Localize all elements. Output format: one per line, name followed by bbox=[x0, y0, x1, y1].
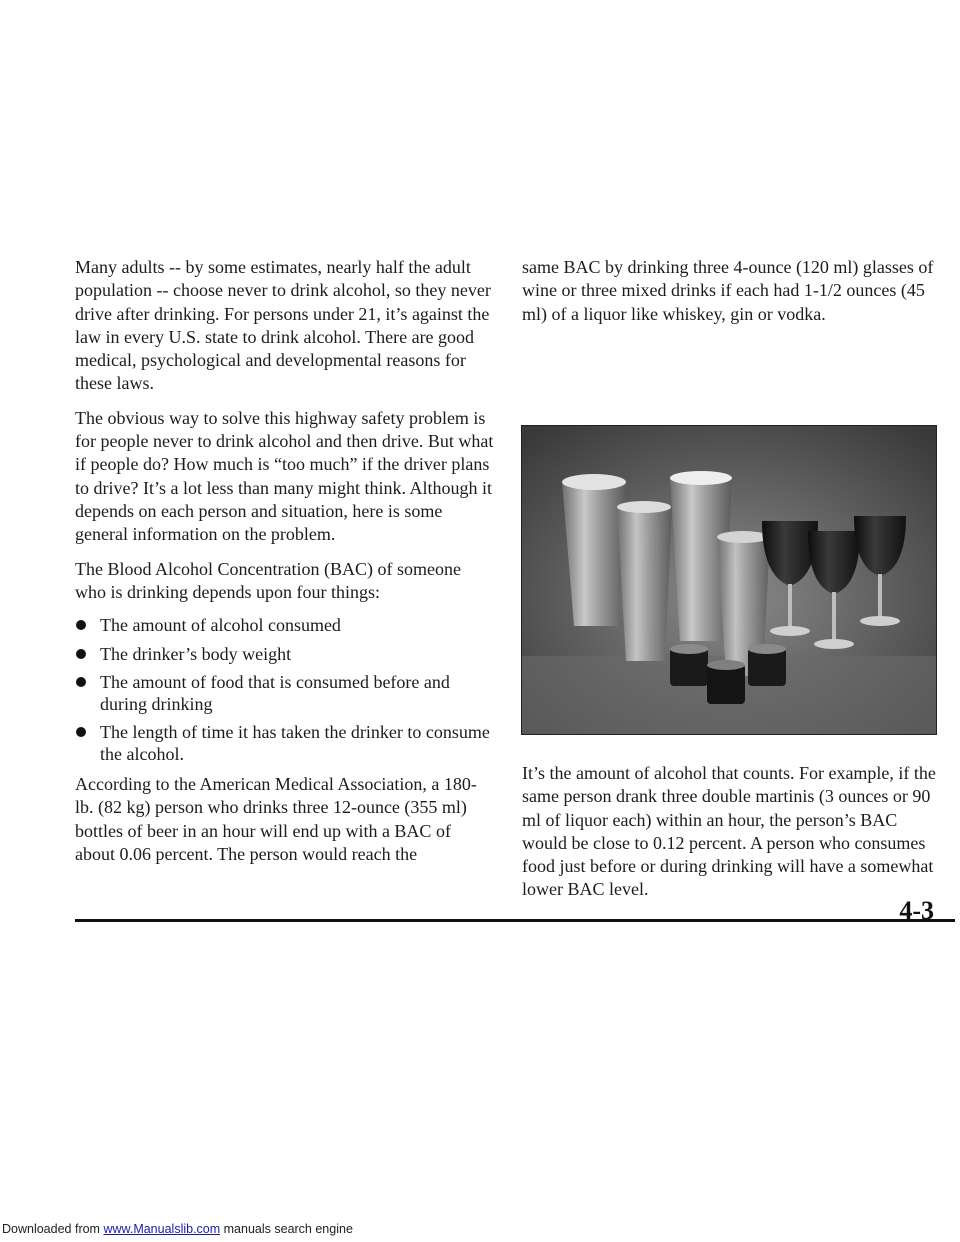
bullet-icon bbox=[76, 620, 86, 630]
manualslib-link[interactable]: www.Manualslib.com bbox=[103, 1222, 221, 1236]
footer-suffix: manuals search engine bbox=[220, 1222, 353, 1236]
page-number: 4-3 bbox=[899, 896, 934, 925]
bullet-icon bbox=[76, 649, 86, 659]
list-item bbox=[75, 672, 495, 715]
paragraph-same-bac: same BAC by drinking three 4-ounce (120 ml) glasses of wine or three mixed drinks if each had 1-1/2 ounces (45 ml) of a liquor like whiskey, gin or vodka. bbox=[522, 257, 934, 324]
list-item-text: The drinker’s body weight bbox=[100, 643, 292, 664]
list-item bbox=[75, 615, 495, 637]
paragraph-amount-counts: It’s the amount of alcohol that counts. For example, if the same person drank three double martinis (3 ounces or 90 ml of liquor each) within an hour, the person’s BAC would be close to 0.12 percent. A person who consumes food just before or during drinking will have a somewhat lower BAC level. bbox=[522, 763, 936, 900]
drinks-photo bbox=[521, 425, 937, 735]
paragraph-ama: According to the American Medical Association, a 180-lb. (82 kg) person who drinks three 12-ounce (355 ml) bottles of beer in an hour will end up with a BAC of about 0.06 percent. The person would reach the bbox=[75, 774, 477, 865]
list-item-text: The amount of alcohol consumed bbox=[100, 615, 341, 636]
paragraph-adults: Many adults -- by some estimates, nearly half the adult population -- choose never to drink alcohol, so they never drive after drinking. For persons under 21, it’s against the law in every U.S. state to drink alcohol. There are good medical, psychological and developmental reasons for these laws. bbox=[75, 257, 491, 394]
bullet-icon bbox=[76, 727, 86, 737]
left-column bbox=[75, 256, 495, 877]
paragraph-bac-intro: The Blood Alcohol Concentration (BAC) of someone who is drinking depends upon four things: bbox=[75, 558, 461, 602]
list-item-text: The length of time it has taken the drinker to consume the alcohol. bbox=[100, 722, 490, 764]
footer-prefix: Downloaded from bbox=[2, 1222, 104, 1236]
list-item bbox=[75, 644, 495, 666]
bac-factors-list bbox=[75, 615, 495, 765]
right-column-lower bbox=[522, 762, 937, 913]
bullet-icon bbox=[76, 677, 86, 687]
download-footer bbox=[2, 1222, 353, 1236]
list-item bbox=[75, 722, 495, 765]
list-item-text: The amount of food that is consumed before and during drinking bbox=[100, 672, 450, 714]
paragraph-obvious-way: The obvious way to solve this highway safety problem is for people never to drink alcohol and then drive. But what if people do? How much is “too much” if the driver plans to drive? It’s a lot less than many might think. Although it depends on each person and situation, here is some general information on the problem. bbox=[75, 407, 494, 545]
drinks-illustration bbox=[522, 426, 937, 735]
right-column bbox=[522, 256, 937, 337]
footer-rule bbox=[75, 919, 955, 922]
